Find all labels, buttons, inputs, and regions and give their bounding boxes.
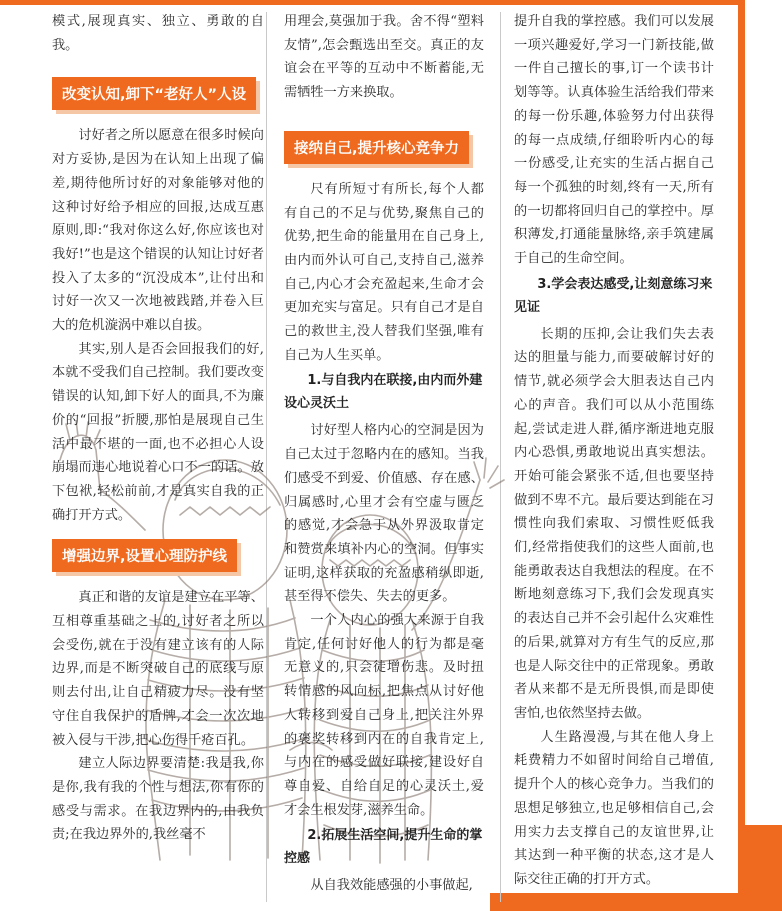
paragraph: 讨好型人格内心的空洞是因为自己太过于忽略内在的感知。当我们感受不到爱、价值感、存在感、归属感时,心里才会有空虚与匮乏的感觉,才会急于从外界汲取肯定和赞赏来填补内心的空洞。但事实证明,这样获取的充盈感稍纵即逝,甚至得不偿失、失去的更多。 — [284, 423, 484, 605]
sub-heading: 2.拓展生活空间,提升生命的掌控感 — [284, 828, 483, 867]
paragraph: 其实,别人是否会回报我们的好,本就不受我们自己控制。我们要改变错误的认知,卸下好人的面具,不为廉价的“回报”折腰,那怕是展现自己生活中最不堪的一面,也不必担心人设崩塌而违心地说着心口不一的话。放下包袱,轻松前前,才是真实自我的正确打开方式。 — [52, 341, 264, 523]
column-left — [52, 10, 264, 847]
sub-heading: 1.与自我内在联接,由内而外建设心灵沃土 — [284, 373, 483, 412]
paragraph: 尺有所短寸有所长,每个人都有自己的不足与优势,聚焦自己的优势,把生命的能量用在自己身上,由内而外认可自己,支持自己,滋养自己,内心才会充盈起来,生命才会更加充实与富足。只有自己才是自己的救世主,没人替我们坚强,唯有自己为人生买单。 — [284, 181, 484, 363]
bottom-accent-bar — [490, 893, 782, 911]
section-heading: 接纳自己,提升核心竞争力 — [284, 131, 469, 164]
paragraph: 用理会,莫强加于我。舍不得“塑料友情”,怎会甄选出至交。真正的友谊会在平等的互动中不断蓄能,无需牺牲一方来换取。 — [284, 14, 484, 101]
paragraph: 讨好者之所以愿意在很多时候向对方妥协,是因为在认知上出现了偏差,期待他所讨好的对象能够对他的这种讨好给予相应的回报,达成互惠原则,即:“我对你这么好,你应该也对我好!”也是这个错误的认知让讨好者投入了太多的“沉没成本”,让付出和讨好一次又一次地被践踏,并卷入巨大的危机漩涡中难以自拔。 — [52, 128, 264, 334]
paragraph: 提升自我的掌控感。我们可以发展一项兴趣爱好,学习一门新技能,做一件自己擅长的事,订一个读书计划等等。认真体验生活给我们带来的每一份乐趣,体验努力付出获得的每一点成绩,仔细聆听内心的每一份感受,让充实的生活占据自己每一个孤独的时刻,终有一天,所有的一切都将回归自己的掌控中。厚积薄发,打通能量脉络,亲手筑建属于自己的生命空间。 — [514, 14, 714, 267]
paragraph: 建立人际边界要清楚:我是我,你是你,我有我的个性与想法,你有你的感受与需求。在我边界内的,由我负责;在我边界外的,我丝毫不 — [52, 756, 264, 843]
paragraph: 模式,展现真实、独立、勇敢的自我。 — [52, 14, 264, 53]
paragraph: 一个人内心的强大来源于自我肯定,任何讨好他人的行为都是毫无意义的,只会徒增伤悲。及时扭转情感的风向标,把焦点从讨好他人转移到爱自己身上,把关注外界的褒奖转移到内在的自我肯定上,与内在的感受做好联接,建设好自尊自爱、自给自足的心灵沃土,爱才会生根发芽,滋养生命。 — [284, 613, 484, 818]
column-right — [514, 10, 714, 892]
paragraph: 人生路漫漫,与其在他人身上耗费精力不如留时间给自己增值,提升个人的核心竞争力。当我们的思想足够独立,也足够相信自己,会用实力去支撑自己的友谊世界,让其达到一种平衡的状态,这才是人际交往正确的打开方式。 — [514, 729, 714, 887]
paragraph: 真正和谐的友谊是建立在平等、互相尊重基础之上的,讨好者之所以会受伤,就在于没有建立该有的人际边界,而是不断突破自己的底线与原则去付出,让自己精疲力尽。没有坚守住自我保护的盾牌,才会一次次地被入侵与干涉,把心伤得千疮百孔。 — [52, 590, 264, 748]
sub-heading: 3.学会表达感受,让刻意练习来见证 — [514, 276, 713, 315]
column-divider — [500, 12, 501, 902]
paragraph: 长期的压抑,会让我们失去表达的胆量与能力,而要破解讨好的情节,就必须学会大胆表达自己内心的声音。我们可以从小范围练起,尝试走进人群,循序渐进地克服内心恐惧,勇敢地说出真实想法。开始可能会紧张不适,但也要坚持做到不卑不亢。最后要达到能在习惯性向我们索取、习惯性贬低我们,经常指使我们的这些人面前,也能勇敢表达自我想法的程度。在不断地刻意练习下,我们会发现真实的表达自己并不会引起什么灾难性的后果,就算对方有生气的反应,那也是人际交往中的正常现象。勇敢者从来都不是无所畏惧,而是即使害怕,也依然坚持去做。 — [514, 326, 714, 721]
section-heading: 改变认知,卸下“老好人”人设 — [52, 77, 256, 110]
column-middle — [284, 10, 484, 898]
section-heading: 增强边界,设置心理防护线 — [52, 539, 237, 572]
top-accent-bar — [0, 0, 745, 5]
paragraph: 从自我效能感强的小事做起, — [310, 878, 473, 894]
right-accent-bar — [738, 0, 745, 911]
column-divider — [266, 12, 267, 902]
